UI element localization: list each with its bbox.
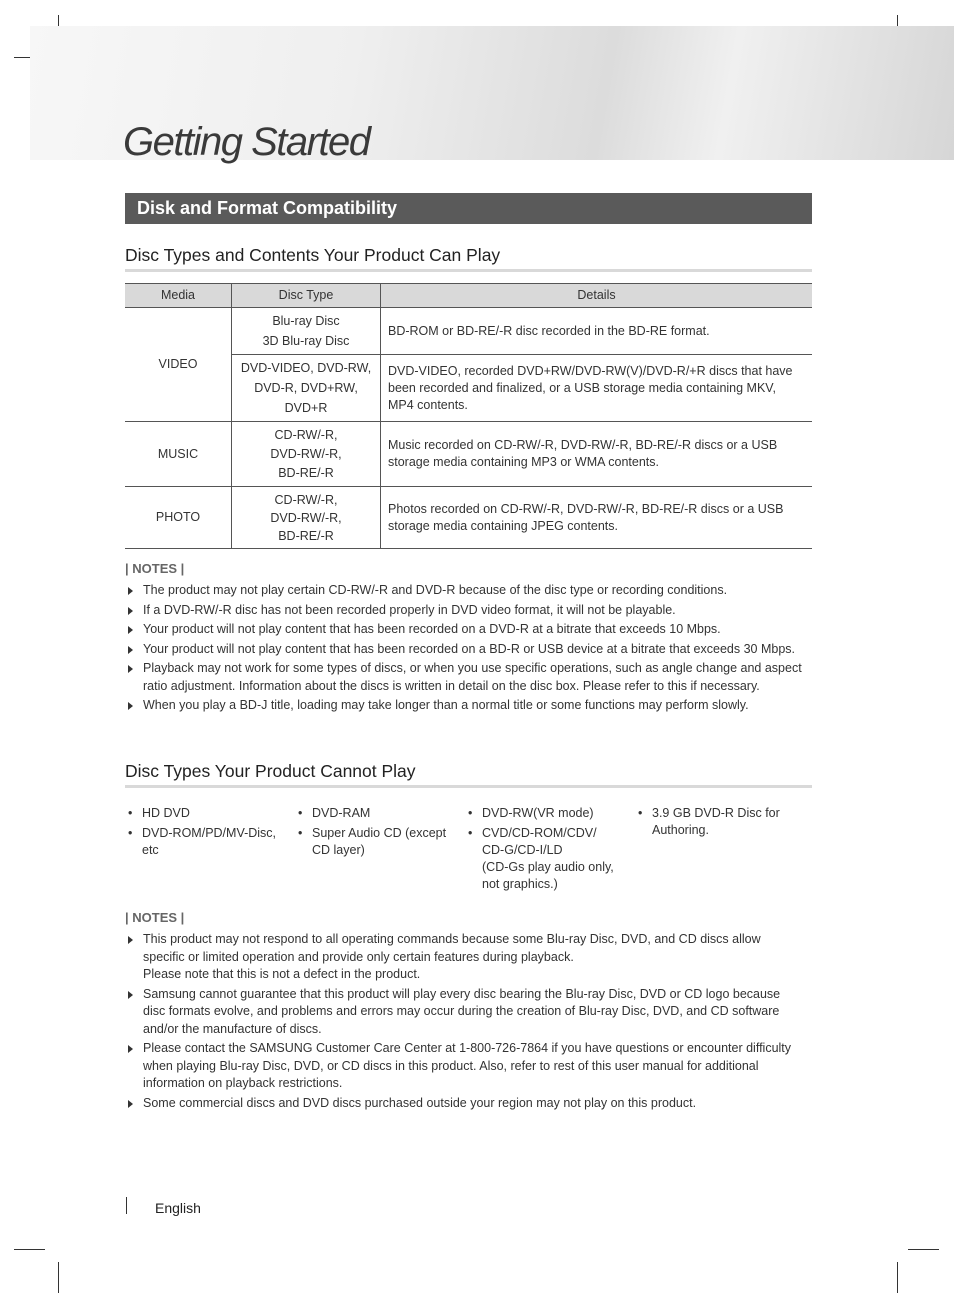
list-item <box>128 805 288 822</box>
details-cell: Photos recorded on CD-RW/-R, DVD-RW/-R, BD-RE/-R discs or a USB storage media containing JPEG contents. <box>381 487 813 549</box>
disc-type-line: DVD+R <box>284 401 328 415</box>
table-row <box>125 422 812 487</box>
crop-mark <box>14 1249 45 1250</box>
list-item <box>125 641 805 659</box>
note-text: Your product will not play content that has been recorded on a BD-R or USB device at a bitrate that exceeds 30 Mbps. <box>143 641 795 656</box>
list-item <box>638 805 788 839</box>
list-item <box>125 621 805 639</box>
disc-type-cell <box>232 308 381 355</box>
item-text: CVD/CD-ROM/CDV/ CD-G/CD-I/LD <box>482 826 597 857</box>
media-cell: PHOTO <box>125 487 232 549</box>
note-text: Some commercial discs and DVD discs purchased outside your region may not play on this product. <box>143 1095 697 1110</box>
list-item <box>125 1040 805 1093</box>
notes-heading: | NOTES | <box>125 561 185 576</box>
list-item <box>125 697 805 715</box>
bullet-dot-icon: • <box>638 806 643 820</box>
item-text: 3.9 GB DVD-R Disc for Authoring. <box>652 806 780 837</box>
triangle-bullet-icon <box>128 665 133 673</box>
media-cell: MUSIC <box>125 422 232 487</box>
triangle-bullet-icon <box>128 646 133 654</box>
subsection-title-can-play: Disc Types and Contents Your Product Can Play <box>125 244 812 272</box>
header-media: Media <box>125 284 232 308</box>
disc-type-cell <box>232 487 381 549</box>
bullet-dot-icon: • <box>468 806 473 820</box>
triangle-bullet-icon <box>128 587 133 595</box>
item-text: HD DVD <box>142 806 190 820</box>
list-item <box>128 825 288 859</box>
triangle-bullet-icon <box>128 607 133 615</box>
header-disc-type: Disc Type <box>232 284 381 308</box>
disc-type-line: DVD-R, DVD+RW, <box>254 381 358 395</box>
triangle-bullet-icon <box>128 1100 133 1108</box>
note-text: Please contact the SAMSUNG Customer Care Center at 1-800-726-7864 if you have questions or encounter difficulty when playing Blu-ray Disc, DVD, or CD discs in this product. Also, refer to rest of this user manual for additional information on playback restrictions. <box>143 1041 792 1090</box>
notes-list <box>125 931 805 1114</box>
disc-type-line: DVD-RW/-R, <box>270 446 342 461</box>
section-title: Disk and Format Compatibility <box>125 193 812 224</box>
disc-type-cell <box>232 422 381 487</box>
table-row <box>125 487 812 549</box>
list-item <box>125 602 805 620</box>
list-item-continued <box>125 966 805 984</box>
list-item <box>468 805 616 822</box>
list-item <box>125 660 805 695</box>
note-text: If a DVD-RW/-R disc has not been recorded properly in DVD video format, it will not be playable. <box>143 602 676 617</box>
crop-mark <box>897 1262 898 1293</box>
footer-divider <box>126 1197 127 1214</box>
cannot-play-column <box>638 805 788 842</box>
chapter-title: Getting Started <box>123 120 370 164</box>
bullet-dot-icon: • <box>468 826 473 840</box>
item-text: DVD-ROM/PD/MV-Disc, etc <box>142 826 277 857</box>
disc-type-line: DVD-VIDEO, DVD-RW, <box>240 361 372 375</box>
disc-type-line: CD-RW/-R, <box>274 427 338 442</box>
item-text: (CD-Gs play audio only, not graphics.) <box>482 860 614 891</box>
cannot-play-column <box>128 805 288 862</box>
triangle-bullet-icon <box>128 991 133 999</box>
triangle-bullet-icon <box>128 1045 133 1053</box>
triangle-bullet-icon <box>128 626 133 634</box>
details-cell: DVD-VIDEO, recorded DVD+RW/DVD-RW(V)/DVD-R/+R discs that have been recorded and finalized, or a USB storage media containing MKV, MP4 contents. <box>381 355 813 422</box>
triangle-bullet-icon <box>128 702 133 710</box>
table-header-row <box>125 284 812 308</box>
cannot-play-column <box>468 805 616 896</box>
bullet-dot-icon: • <box>128 806 133 820</box>
note-text: Your product will not play content that has been recorded on a DVD-R at a bitrate that exceeds 10 Mbps. <box>143 622 721 636</box>
list-item <box>125 986 805 1039</box>
notes-list <box>125 582 805 717</box>
media-cell: VIDEO <box>125 308 232 422</box>
notes-heading: | NOTES | <box>125 910 185 925</box>
disc-type-line: BD-RE/-R <box>278 465 334 480</box>
footer-language: English <box>155 1200 201 1216</box>
list-item <box>298 825 458 859</box>
item-text: Super Audio CD (except CD layer) <box>312 826 447 857</box>
disc-type-line: 3D Blu-ray Disc <box>262 334 350 348</box>
triangle-bullet-icon <box>128 936 133 944</box>
disc-type-line: CD-RW/-R, <box>274 492 338 507</box>
bullet-dot-icon: • <box>298 806 303 820</box>
crop-mark <box>58 1262 59 1293</box>
list-item <box>125 931 805 966</box>
list-item-continued <box>468 859 616 893</box>
disc-compatibility-table <box>125 283 812 549</box>
note-text: When you play a BD-J title, loading may take longer than a normal title or some functions may perform slowly. <box>143 698 749 712</box>
note-text: Playback may not work for some types of discs, or when you use specific operations, such as angle change and aspect ratio adjustment. Information about the discs is written in detail on the disc box. Please refer to this if necessary. <box>143 661 802 693</box>
bullet-dot-icon: • <box>298 826 303 840</box>
item-text: DVD-RW(VR mode) <box>482 806 594 820</box>
list-item <box>298 805 458 822</box>
header-details: Details <box>381 284 813 308</box>
note-text: Please note that this is not a defect in the product. <box>143 967 421 981</box>
details-cell: Music recorded on CD-RW/-R, DVD-RW/-R, BD-RE/-R discs or a USB storage media containing MP3 or WMA contents. <box>381 422 813 487</box>
table-row <box>125 308 812 355</box>
list-item <box>125 582 805 600</box>
disc-type-line: BD-RE/-R <box>278 528 334 543</box>
item-text: DVD-RAM <box>312 806 371 820</box>
disc-type-cell <box>232 355 381 422</box>
note-text: Samsung cannot guarantee that this product will play every disc bearing the Blu-ray Disc, DVD or CD logo because disc formats evolve, and problems and errors may occur during the creation of Blu-ray Disc, DVD, and CD software and/or the manufacture of discs. <box>143 986 781 1036</box>
note-text: This product may not respond to all operating commands because some Blu-ray Disc, DVD, and CD discs allow specific or limited operation and provide only certain features during playback. <box>143 932 761 964</box>
cannot-play-column <box>298 805 458 862</box>
subsection-title-cannot-play: Disc Types Your Product Cannot Play <box>125 760 812 788</box>
bullet-dot-icon: • <box>128 826 133 840</box>
list-item <box>468 825 616 859</box>
list-item <box>125 1095 805 1113</box>
crop-mark <box>908 1249 939 1250</box>
details-cell: BD-ROM or BD-RE/-R disc recorded in the BD-RE format. <box>381 308 813 355</box>
note-text: The product may not play certain CD-RW/-R and DVD-R because of the disc type or recording conditions. <box>143 583 728 597</box>
disc-type-line: Blu-ray Disc <box>272 314 340 328</box>
disc-type-line: DVD-RW/-R, <box>270 510 342 525</box>
